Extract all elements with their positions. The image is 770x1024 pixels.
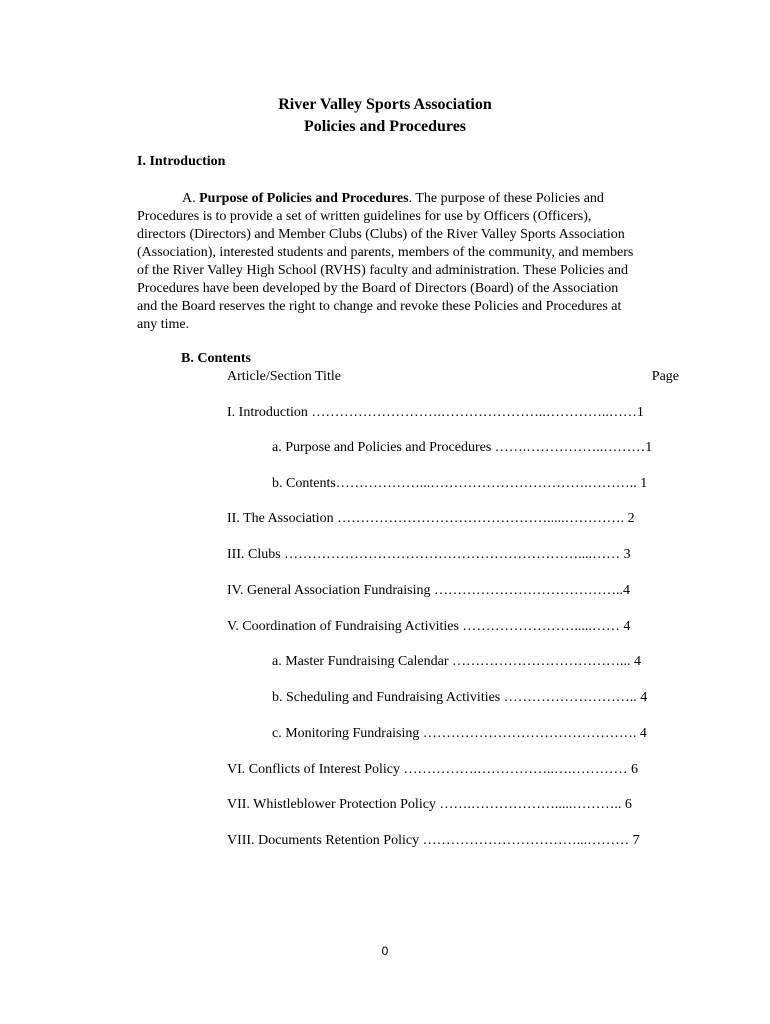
paragraph-prefix: A. (182, 191, 200, 206)
toc-entry-master-calendar: a. Master Fundraising Calendar ………………………………... 4 (272, 654, 642, 669)
toc-entry-scheduling: b. Scheduling and Fundraising Activities ……………………….. 4 (272, 690, 648, 705)
toc-entry-retention: VIII. Documents Retention Policy ……………………………...……… 7 (227, 833, 640, 848)
toc-entry-association: II. The Association ……………………………………….....…………. 2 (227, 511, 635, 526)
paragraph-line: any time. (137, 317, 190, 332)
paragraph-bold-title: Purpose of Policies and Procedures (199, 191, 409, 206)
toc-header-page: Page (651, 369, 679, 384)
toc-entry-contents: b. Contents………………...…………………………….……….. 1 (272, 476, 648, 491)
paragraph-line-text: . The purpose of these Policies and (408, 191, 604, 206)
toc-entry-whistleblower: VII. Whistleblower Protection Policy …….……………….....……….. 6 (227, 797, 632, 812)
toc-header (227, 368, 679, 386)
paragraph-line: directors (Directors) and Member Clubs (Clubs) of the River Valley Sports Association (137, 227, 625, 242)
toc-entry-coordination: V. Coordination of Fundraising Activities …………………….....…… 4 (227, 619, 631, 634)
contents-heading: B. Contents (181, 351, 252, 366)
toc-entry-monitoring: c. Monitoring Fundraising ………………………………………. 4 (272, 726, 647, 741)
paragraph-line: and the Board reserves the right to change and revoke these Policies and Procedures at (137, 299, 622, 314)
page-number: 0 (381, 944, 389, 958)
document-subtitle: Policies and Procedures (303, 118, 467, 135)
toc-header-title: Article/Section Title (227, 369, 341, 384)
paragraph-line: of the River Valley High School (RVHS) faculty and administration. These Policies and (137, 263, 628, 278)
paragraph-line: Procedures is to provide a set of written guidelines for use by Officers (Officers), (137, 209, 592, 224)
paragraph-line (137, 190, 682, 208)
section-heading-introduction: I. Introduction (137, 154, 226, 169)
document-title: River Valley Sports Association (278, 96, 492, 113)
paragraph-line: Procedures have been developed by the Board of Directors (Board) of the Association (137, 281, 619, 296)
purpose-paragraph (137, 190, 682, 334)
toc-entry-general-fundraising: IV. General Association Fundraising …………………………………..4 (227, 583, 630, 598)
toc-entry-purpose: a. Purpose and Policies and Procedures …….……………..………1 (272, 440, 653, 455)
paragraph-line: (Association), interested students and parents, members of the community, and members (137, 245, 634, 260)
toc-entry-introduction: I. Introduction ……………………….…………………..…………..……1 (227, 405, 644, 420)
toc-entry-conflicts: VI. Conflicts of Interest Policy …………….……………..….………… 6 (227, 762, 639, 777)
toc-entry-clubs: III. Clubs ………………………………………………………....…… 3 (227, 547, 631, 562)
